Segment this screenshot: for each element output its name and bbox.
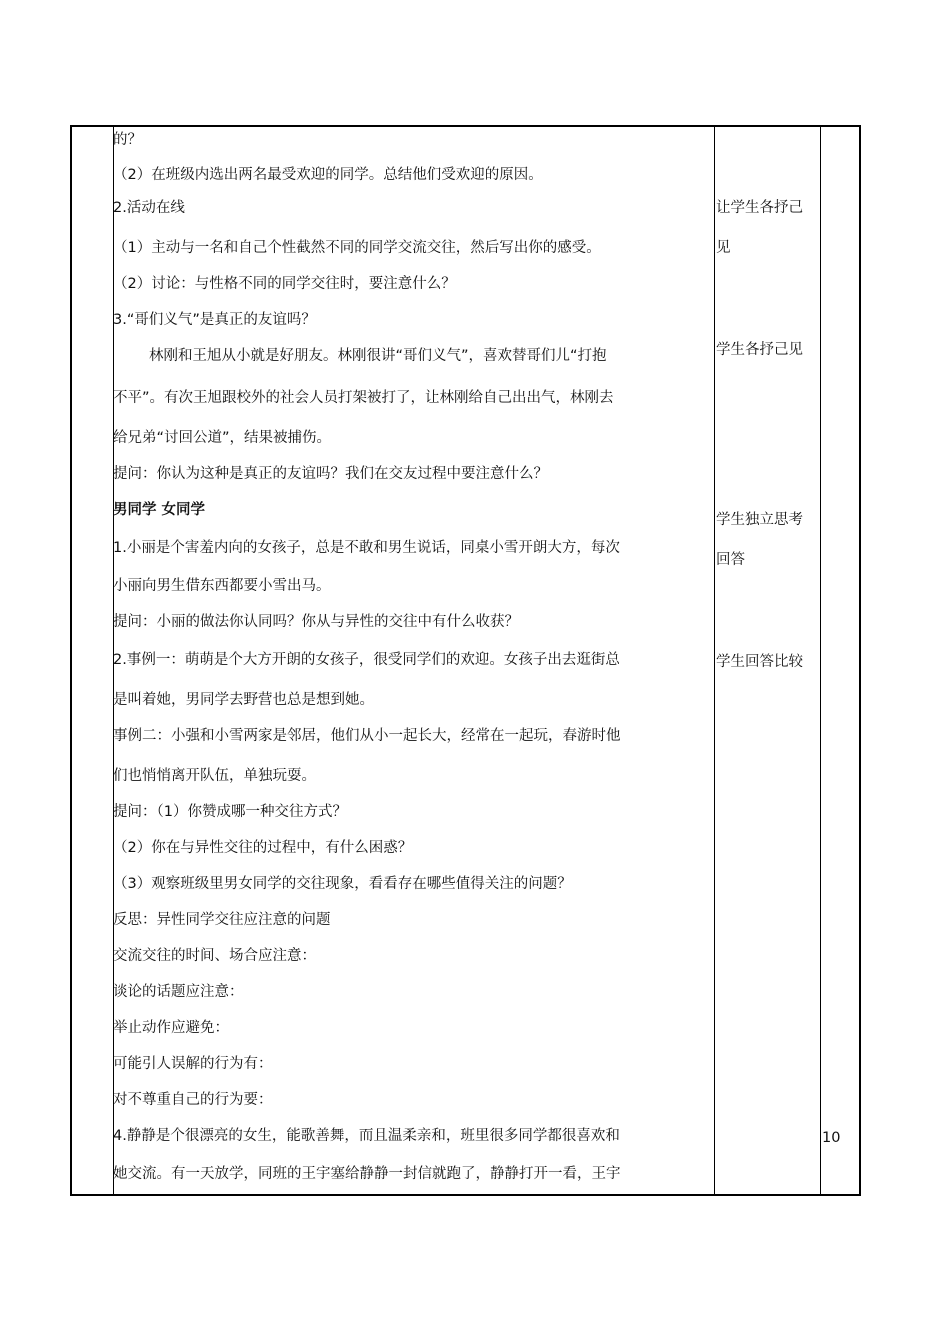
content-line: 1.小丽是个害羞内向的女孩子，总是不敢和男生说话，同桌小雪开朗大方，每次 — [113, 540, 620, 556]
content-line: （2）讨论：与性格不同的同学交往时，要注意什么？ — [113, 276, 456, 292]
content-line: 交流交往的时间、场合应注意： — [113, 948, 316, 964]
content-line: （1）主动与一名和自己个性截然不同的同学交流交往，然后写出你的感受。 — [113, 240, 601, 256]
time-allocation: 10 — [822, 1130, 841, 1146]
student-activity-note: 学生回答比较 — [716, 654, 803, 670]
question-line: （3）观察班级里男女同学的交往现象，看看存在哪些值得关注的问题？ — [113, 876, 572, 892]
student-activity-note: 学生独立思考 — [716, 512, 803, 528]
section-heading: 男同学 女同学 — [113, 502, 206, 518]
content-line: 4.静静是个很漂亮的女生，能歌善舞，而且温柔亲和，班里很多同学都很喜欢和 — [113, 1128, 620, 1144]
section-heading: 3.“哥们义气”是真正的友谊吗？ — [113, 312, 316, 328]
content-line: 小丽向男生借东西都要小雪出马。 — [113, 578, 331, 594]
content-line: 对不尊重自己的行为要： — [113, 1092, 273, 1108]
student-activity-note: 学生各抒己见 — [716, 342, 803, 358]
student-activity-note: 回答 — [716, 552, 745, 568]
content-line: 谈论的话题应注意： — [113, 984, 244, 1000]
content-line: 不平”。有次王旭跟校外的社会人员打架被打了，让林刚给自己出出气，林刚去 — [113, 390, 614, 406]
question-line: （2）你在与异性交往的过程中，有什么困惑？ — [113, 840, 413, 856]
question-line: 提问：（1）你赞成哪一种交往方式？ — [113, 804, 347, 820]
content-line: 是叫着她，男同学去野营也总是想到她。 — [113, 692, 374, 708]
content-line: （2）在班级内选出两名最受欢迎的同学。总结他们受欢迎的原因。 — [113, 167, 543, 183]
content-line: 反思：异性同学交往应注意的问题 — [113, 912, 331, 928]
content-line: 的？ — [113, 132, 142, 148]
column-divider-2 — [714, 127, 715, 1194]
content-line: 举止动作应避免： — [113, 1020, 229, 1036]
student-activity-note: 让学生各抒己 — [716, 200, 803, 216]
question-line: 提问：小丽的做法你认同吗？你从与异性的交往中有什么收获？ — [113, 614, 519, 630]
content-line: 林刚和王旭从小就是好朋友。林刚很讲“哥们义气”，喜欢替哥们儿“打抱 — [149, 348, 607, 364]
section-heading: 2.活动在线 — [113, 200, 185, 216]
content-line: 给兄弟“讨回公道”，结果被捕伤。 — [113, 430, 332, 446]
content-line: 2.事例一：萌萌是个大方开朗的女孩子，很受同学们的欢迎。女孩子出去逛街总 — [113, 652, 620, 668]
content-line: 们也悄悄离开队伍，单独玩耍。 — [113, 768, 316, 784]
question-line: 提问：你认为这种是真正的友谊吗？我们在交友过程中要注意什么？ — [113, 466, 548, 482]
content-line: 事例二：小强和小雪两家是邻居，他们从小一起长大，经常在一起玩，春游时他 — [113, 728, 621, 744]
content-line: 可能引人误解的行为有： — [113, 1056, 273, 1072]
content-line: 她交流。有一天放学，同班的王宇塞给静静一封信就跑了，静静打开一看，王宇 — [113, 1166, 621, 1182]
column-divider-3 — [820, 127, 821, 1194]
student-activity-note: 见 — [716, 240, 731, 256]
